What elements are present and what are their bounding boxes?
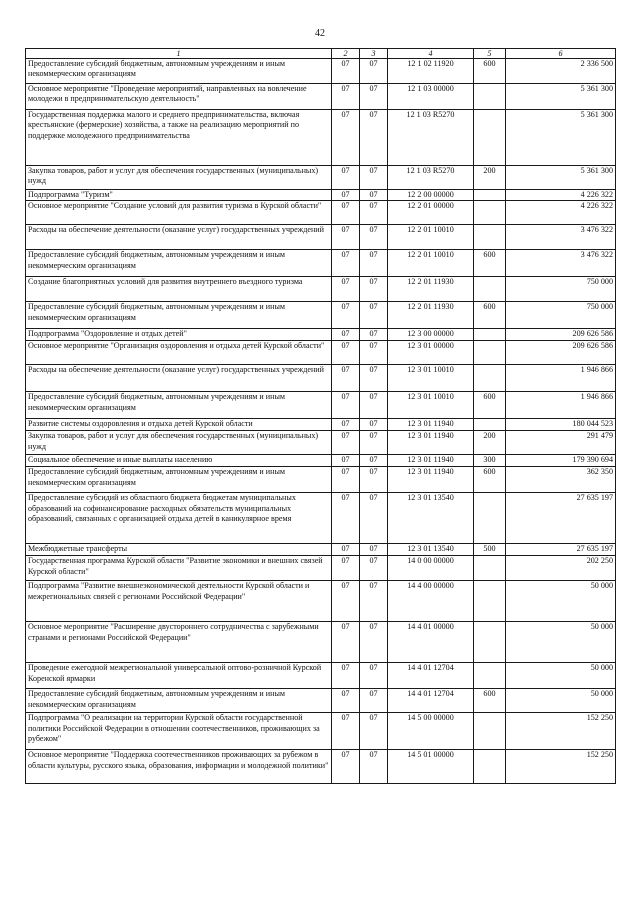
table-row: [26, 622, 616, 663]
row-name-cell: Социальное обеспечение и иные выплаты населению: [26, 455, 332, 467]
row-subsection-cell: 07: [360, 493, 388, 544]
row-subsection-cell: 07: [360, 250, 388, 277]
table-row: [26, 250, 616, 277]
row-name-cell: Предоставление субсидий бюджетным, автономным учреждениям и иным некоммерческим организациям: [26, 302, 332, 329]
row-amount-cell: 3 476 322: [506, 225, 616, 250]
row-section-cell: 07: [332, 663, 360, 689]
table-row: [26, 581, 616, 622]
row-subsection-cell: 07: [360, 84, 388, 110]
row-name-cell: Подпрограмма "Туризм": [26, 190, 332, 201]
table-row: [26, 713, 616, 750]
row-target-article-cell: 12 3 01 10010: [388, 392, 474, 419]
row-section-cell: 07: [332, 110, 360, 166]
table-row: [26, 59, 616, 84]
row-target-article-cell: 14 0 00 00000: [388, 556, 474, 581]
row-expense-type-cell: 300: [474, 455, 506, 467]
row-target-article-cell: 12 2 01 00000: [388, 201, 474, 225]
row-section-cell: 07: [332, 392, 360, 419]
row-section-cell: 07: [332, 467, 360, 493]
row-expense-type-cell: [474, 713, 506, 750]
row-section-cell: 07: [332, 544, 360, 556]
row-section-cell: 07: [332, 750, 360, 784]
row-subsection-cell: 07: [360, 689, 388, 713]
row-subsection-cell: 07: [360, 329, 388, 341]
row-expense-type-cell: [474, 84, 506, 110]
row-target-article-cell: 14 4 00 00000: [388, 581, 474, 622]
row-target-article-cell: 14 4 01 12704: [388, 689, 474, 713]
table-row: [26, 341, 616, 365]
row-expense-type-cell: [474, 365, 506, 392]
row-amount-cell: 27 635 197: [506, 544, 616, 556]
row-subsection-cell: 07: [360, 544, 388, 556]
row-target-article-cell: 12 3 01 11940: [388, 467, 474, 493]
row-subsection-cell: 07: [360, 166, 388, 190]
row-name-cell: Предоставление субсидий бюджетным, автономным учреждениям и иным некоммерческим организациям: [26, 250, 332, 277]
row-section-cell: 07: [332, 225, 360, 250]
row-target-article-cell: 12 3 01 11940: [388, 431, 474, 455]
page-number: 42: [315, 28, 325, 39]
row-section-cell: 07: [332, 431, 360, 455]
row-section-cell: 07: [332, 455, 360, 467]
row-subsection-cell: 07: [360, 750, 388, 784]
table-row: [26, 166, 616, 190]
row-target-article-cell: 12 3 01 00000: [388, 341, 474, 365]
table-row: [26, 110, 616, 166]
row-name-cell: Предоставление субсидий бюджетным, автономным учреждениям и иным некоммерческим организациям: [26, 689, 332, 713]
row-section-cell: 07: [332, 329, 360, 341]
row-section-cell: 07: [332, 250, 360, 277]
row-name-cell: Основное мероприятие "Поддержка соотечественников проживающих за рубежом в области культуры, русского языка, образования, информации и молодежной политики": [26, 750, 332, 784]
header-cell: 1: [26, 49, 332, 59]
table-row: [26, 467, 616, 493]
row-amount-cell: 2 336 500: [506, 59, 616, 84]
row-amount-cell: 5 361 300: [506, 84, 616, 110]
budget-table: [25, 48, 616, 784]
row-expense-type-cell: [474, 663, 506, 689]
row-subsection-cell: 07: [360, 190, 388, 201]
row-expense-type-cell: [474, 110, 506, 166]
row-section-cell: 07: [332, 622, 360, 663]
table-row: [26, 689, 616, 713]
row-subsection-cell: 07: [360, 556, 388, 581]
row-amount-cell: 4 226 322: [506, 201, 616, 225]
row-name-cell: Расходы на обеспечение деятельности (оказание услуг) государственных учреждений: [26, 365, 332, 392]
table-row: [26, 455, 616, 467]
row-section-cell: 07: [332, 493, 360, 544]
row-target-article-cell: 12 2 00 00000: [388, 190, 474, 201]
row-section-cell: 07: [332, 365, 360, 392]
row-name-cell: Подпрограмма "Оздоровление и отдых детей": [26, 329, 332, 341]
row-section-cell: 07: [332, 84, 360, 110]
row-expense-type-cell: 600: [474, 250, 506, 277]
row-amount-cell: 362 350: [506, 467, 616, 493]
row-section-cell: 07: [332, 59, 360, 84]
row-subsection-cell: 07: [360, 713, 388, 750]
row-expense-type-cell: [474, 329, 506, 341]
row-amount-cell: 50 000: [506, 581, 616, 622]
row-name-cell: Государственная программа Курской области "Развитие экономики и внешних связей Курской области": [26, 556, 332, 581]
row-expense-type-cell: 500: [474, 544, 506, 556]
row-expense-type-cell: 600: [474, 302, 506, 329]
row-subsection-cell: 07: [360, 581, 388, 622]
row-subsection-cell: 07: [360, 365, 388, 392]
row-expense-type-cell: 200: [474, 431, 506, 455]
row-name-cell: Развитие системы оздоровления и отдыха детей Курской области: [26, 419, 332, 431]
table-row: [26, 329, 616, 341]
row-amount-cell: 50 000: [506, 622, 616, 663]
table-row: [26, 84, 616, 110]
row-expense-type-cell: [474, 493, 506, 544]
row-target-article-cell: 12 1 03 00000: [388, 84, 474, 110]
row-name-cell: Основное мероприятие "Организация оздоровления и отдыха детей Курской области": [26, 341, 332, 365]
row-expense-type-cell: 600: [474, 59, 506, 84]
row-expense-type-cell: [474, 225, 506, 250]
row-subsection-cell: 07: [360, 455, 388, 467]
table-row: [26, 201, 616, 225]
row-expense-type-cell: [474, 750, 506, 784]
row-target-article-cell: 14 5 01 00000: [388, 750, 474, 784]
row-amount-cell: 152 250: [506, 750, 616, 784]
row-target-article-cell: 12 2 01 10010: [388, 225, 474, 250]
row-target-article-cell: 12 1 02 11920: [388, 59, 474, 84]
table-body: [26, 59, 616, 784]
row-expense-type-cell: 600: [474, 689, 506, 713]
row-target-article-cell: 12 1 03 R5270: [388, 166, 474, 190]
row-expense-type-cell: [474, 556, 506, 581]
header-cell: 5: [474, 49, 506, 59]
table-row: [26, 663, 616, 689]
row-expense-type-cell: [474, 419, 506, 431]
row-name-cell: Межбюджетные трансферты: [26, 544, 332, 556]
row-target-article-cell: 14 4 01 12704: [388, 663, 474, 689]
row-section-cell: 07: [332, 277, 360, 302]
row-target-article-cell: 12 1 03 R5270: [388, 110, 474, 166]
row-amount-cell: 179 390 694: [506, 455, 616, 467]
row-amount-cell: 152 250: [506, 713, 616, 750]
row-target-article-cell: 12 3 01 11940: [388, 455, 474, 467]
row-name-cell: Расходы на обеспечение деятельности (оказание услуг) государственных учреждений: [26, 225, 332, 250]
row-expense-type-cell: [474, 277, 506, 302]
row-section-cell: 07: [332, 190, 360, 201]
table-row: [26, 225, 616, 250]
row-subsection-cell: 07: [360, 419, 388, 431]
row-amount-cell: 4 226 322: [506, 190, 616, 201]
row-name-cell: Основное мероприятие "Расширение двустороннего сотрудничества с зарубежными странами и регионами Российской Федерации": [26, 622, 332, 663]
table-row: [26, 190, 616, 201]
row-subsection-cell: 07: [360, 110, 388, 166]
row-target-article-cell: 12 3 01 11940: [388, 419, 474, 431]
header-row: [26, 49, 616, 59]
row-expense-type-cell: [474, 190, 506, 201]
row-amount-cell: 202 250: [506, 556, 616, 581]
table-row: [26, 556, 616, 581]
row-section-cell: 07: [332, 341, 360, 365]
row-subsection-cell: 07: [360, 341, 388, 365]
row-name-cell: Государственная поддержка малого и среднего предпринимательства, включая крестьянские (фермерские) хозяйства, а также на реализацию мероприятий по поддержке молодежного предпринимательства: [26, 110, 332, 166]
row-expense-type-cell: 600: [474, 392, 506, 419]
row-subsection-cell: 07: [360, 201, 388, 225]
row-expense-type-cell: [474, 201, 506, 225]
row-amount-cell: 5 361 300: [506, 166, 616, 190]
row-subsection-cell: 07: [360, 59, 388, 84]
row-target-article-cell: 14 5 00 00000: [388, 713, 474, 750]
table-row: [26, 392, 616, 419]
table-row: [26, 544, 616, 556]
row-subsection-cell: 07: [360, 622, 388, 663]
row-subsection-cell: 07: [360, 302, 388, 329]
row-section-cell: 07: [332, 166, 360, 190]
row-subsection-cell: 07: [360, 277, 388, 302]
row-amount-cell: 3 476 322: [506, 250, 616, 277]
row-name-cell: Создание благоприятных условий для развития внутреннего въездного туризма: [26, 277, 332, 302]
row-subsection-cell: 07: [360, 663, 388, 689]
row-target-article-cell: 14 4 01 00000: [388, 622, 474, 663]
row-amount-cell: 5 361 300: [506, 110, 616, 166]
row-expense-type-cell: [474, 341, 506, 365]
table-row: [26, 493, 616, 544]
row-amount-cell: 27 635 197: [506, 493, 616, 544]
row-name-cell: Подпрограмма "О реализации на территории Курской области государственной политики Российской Федерации в отношении соотечественников, проживающих за рубежом": [26, 713, 332, 750]
row-subsection-cell: 07: [360, 431, 388, 455]
row-name-cell: Предоставление субсидий бюджетным, автономным учреждениям и иным некоммерческим организациям: [26, 467, 332, 493]
row-section-cell: 07: [332, 689, 360, 713]
row-amount-cell: 750 000: [506, 302, 616, 329]
row-target-article-cell: 12 2 01 10010: [388, 250, 474, 277]
row-expense-type-cell: [474, 581, 506, 622]
row-target-article-cell: 12 3 01 13540: [388, 493, 474, 544]
row-name-cell: Предоставление субсидий из областного бюджета бюджетам муниципальных образований на софинансирование расходных обязательств муниципальных образований, связанных с организацией отдыха детей в каникулярное время: [26, 493, 332, 544]
row-name-cell: Предоставление субсидий бюджетным, автономным учреждениям и иным некоммерческим организациям: [26, 59, 332, 84]
table-row: [26, 302, 616, 329]
row-name-cell: Закупка товаров, работ и услуг для обеспечения государственных (муниципальных) нужд: [26, 166, 332, 190]
row-target-article-cell: 12 3 00 00000: [388, 329, 474, 341]
row-target-article-cell: 12 2 01 11930: [388, 277, 474, 302]
row-section-cell: 07: [332, 713, 360, 750]
row-section-cell: 07: [332, 556, 360, 581]
row-name-cell: Основное мероприятие "Создание условий для развития туризма в Курской области": [26, 201, 332, 225]
table-row: [26, 365, 616, 392]
row-name-cell: Предоставление субсидий бюджетным, автономным учреждениям и иным некоммерческим организациям: [26, 392, 332, 419]
row-section-cell: 07: [332, 302, 360, 329]
row-amount-cell: 180 044 523: [506, 419, 616, 431]
row-amount-cell: 50 000: [506, 663, 616, 689]
table-row: [26, 750, 616, 784]
row-target-article-cell: 12 3 01 10010: [388, 365, 474, 392]
row-target-article-cell: 12 3 01 13540: [388, 544, 474, 556]
header-cell: 6: [506, 49, 616, 59]
row-subsection-cell: 07: [360, 392, 388, 419]
row-amount-cell: 209 626 586: [506, 341, 616, 365]
row-name-cell: Закупка товаров, работ и услуг для обеспечения государственных (муниципальных) нужд: [26, 431, 332, 455]
row-amount-cell: 750 000: [506, 277, 616, 302]
row-amount-cell: 291 479: [506, 431, 616, 455]
row-amount-cell: 50 000: [506, 689, 616, 713]
row-expense-type-cell: [474, 622, 506, 663]
row-name-cell: Проведение ежегодной межрегиональной универсальной оптово-розничной Курской Коренской ярмарки: [26, 663, 332, 689]
row-subsection-cell: 07: [360, 225, 388, 250]
row-section-cell: 07: [332, 201, 360, 225]
table-row: [26, 431, 616, 455]
row-name-cell: Подпрограмма "Развитие внешнеэкономической деятельности Курской области и межрегиональных связей с регионами Российской Федерации": [26, 581, 332, 622]
row-amount-cell: 1 946 866: [506, 365, 616, 392]
header-cell: 2: [332, 49, 360, 59]
table-row: [26, 419, 616, 431]
row-amount-cell: 1 946 866: [506, 392, 616, 419]
row-section-cell: 07: [332, 419, 360, 431]
row-expense-type-cell: 600: [474, 467, 506, 493]
header-cell: 3: [360, 49, 388, 59]
header-cell: 4: [388, 49, 474, 59]
row-subsection-cell: 07: [360, 467, 388, 493]
table-row: [26, 277, 616, 302]
row-target-article-cell: 12 2 01 11930: [388, 302, 474, 329]
row-expense-type-cell: 200: [474, 166, 506, 190]
row-section-cell: 07: [332, 581, 360, 622]
row-name-cell: Основное мероприятие "Проведение мероприятий, направленных на вовлечение молодежи в предпринимательскую деятельность": [26, 84, 332, 110]
row-amount-cell: 209 626 586: [506, 329, 616, 341]
